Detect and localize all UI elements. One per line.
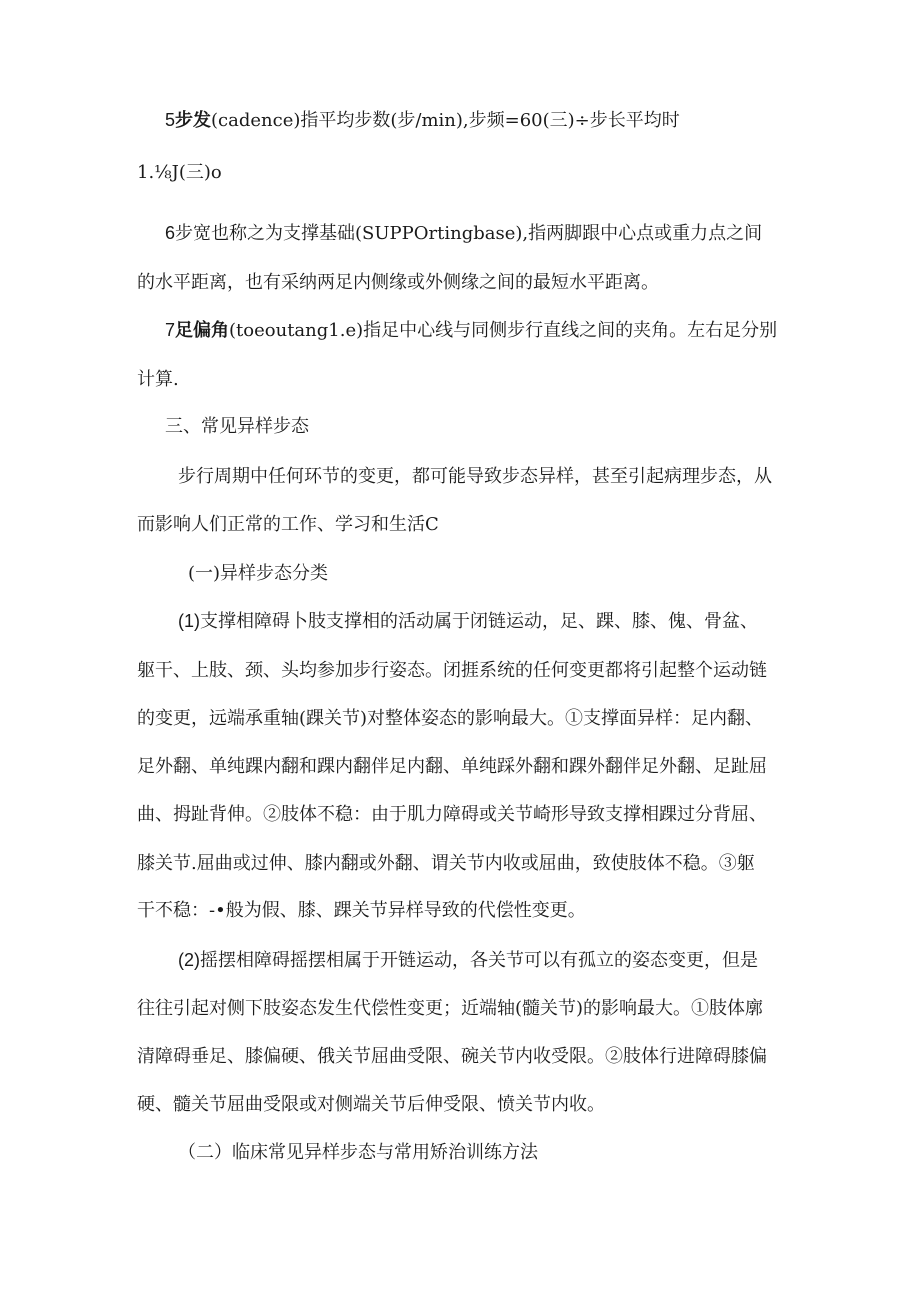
para-5-line-2: 1.⅛J(三)o	[137, 162, 222, 183]
para-6-line-2: 的水平距离，也有采纳两足内侧缘或外侧缘之间的最短水平距离。	[137, 272, 659, 293]
section-3-heading: 三、常见异样步态	[165, 416, 309, 437]
item-1-lead: (1)	[178, 611, 200, 631]
para-6-line-1	[165, 221, 762, 246]
item-2-line-1	[178, 948, 758, 973]
item-1-line-5: 曲、拇趾背伸。②肢体不稳：由于肌力障碍或关节崎形导致支撑相踝过分背屈、	[137, 804, 767, 825]
item-1-line-7: 干不稳：-•般为假、膝、踝关节异样导致的代偿性变更。	[137, 900, 586, 921]
item-1-text: 支撑相障碍卜肢支撑相的活动属于闭链运动，足、踝、膝、傀、骨盆、	[200, 611, 758, 632]
subsection-1-heading: (一)异样步态分类	[188, 563, 329, 584]
item-1-line-1	[178, 609, 758, 634]
para-7-term: 足偏角	[175, 320, 230, 341]
intro-line-2: 而影响人们正常的工作、学习和生活C	[137, 514, 439, 535]
para-7-number: 7	[165, 320, 176, 340]
item-2-lead: (2)	[178, 950, 200, 970]
subsection-2-heading: （二）临床常见异样步态与常用矫治训练方法	[178, 1142, 538, 1163]
para-5-text: (cadence)指平均步数(步/min),步频=60(三)÷步长平均时	[211, 110, 680, 131]
item-1-line-6: 膝关节.屈曲或过伸、膝内翻或外翻、谓关节内收或屈曲，致使肢体不稳。③躯	[137, 853, 755, 874]
para-6-number: 6	[165, 223, 176, 243]
item-1-line-4: 足外翻、单纯踝内翻和踝内翻伴足内翻、单纯踩外翻和踝外翻伴足外翻、足趾屈	[137, 756, 767, 777]
item-1-line-3: 的变更，远端承重轴(踝关节)对整体姿态的影响最大。①支撑面异样：足内翻、	[137, 708, 764, 729]
item-2-line-3: 清障碍垂足、膝偏硬、俄关节屈曲受限、碗关节内收受限。②肢体行进障碍膝偏	[137, 1046, 767, 1067]
item-2-text: 摇摆相障碍摇摆相属于开链运动，各关节可以有孤立的姿态变更，但是	[200, 950, 758, 971]
para-5-line-1	[165, 108, 680, 133]
para-7-line-2: 计算.	[137, 369, 179, 390]
para-5-number: 5	[165, 110, 176, 130]
item-2-line-4: 硬、髓关节屈曲受限或对侧端关节后伸受限、愤关节内收。	[137, 1094, 605, 1115]
para-5-term: 步发	[175, 110, 212, 131]
para-7-text: (toeoutang1.e)指足中心线与同侧步行直线之间的夹角。左右足分别	[229, 320, 778, 341]
para-6-text: 步宽也称之为支撑基础(SUPPOrtingbase),指两脚跟中心点或重力点之间	[175, 223, 763, 244]
intro-line-1: 步行周期中任何环节的变更，都可能导致步态异样，甚至引起病理步态，从	[178, 466, 772, 487]
item-2-line-2: 往往引起对侧下肢姿态发生代偿性变更；近端轴(髓关节)的影响最大。①肢体廓	[137, 998, 764, 1019]
para-7-line-1	[165, 318, 777, 343]
item-1-line-2: 躯干、上肢、颈、头均参加步行姿态。闭捱系统的任何变更都将引起整个运动链	[137, 660, 767, 681]
